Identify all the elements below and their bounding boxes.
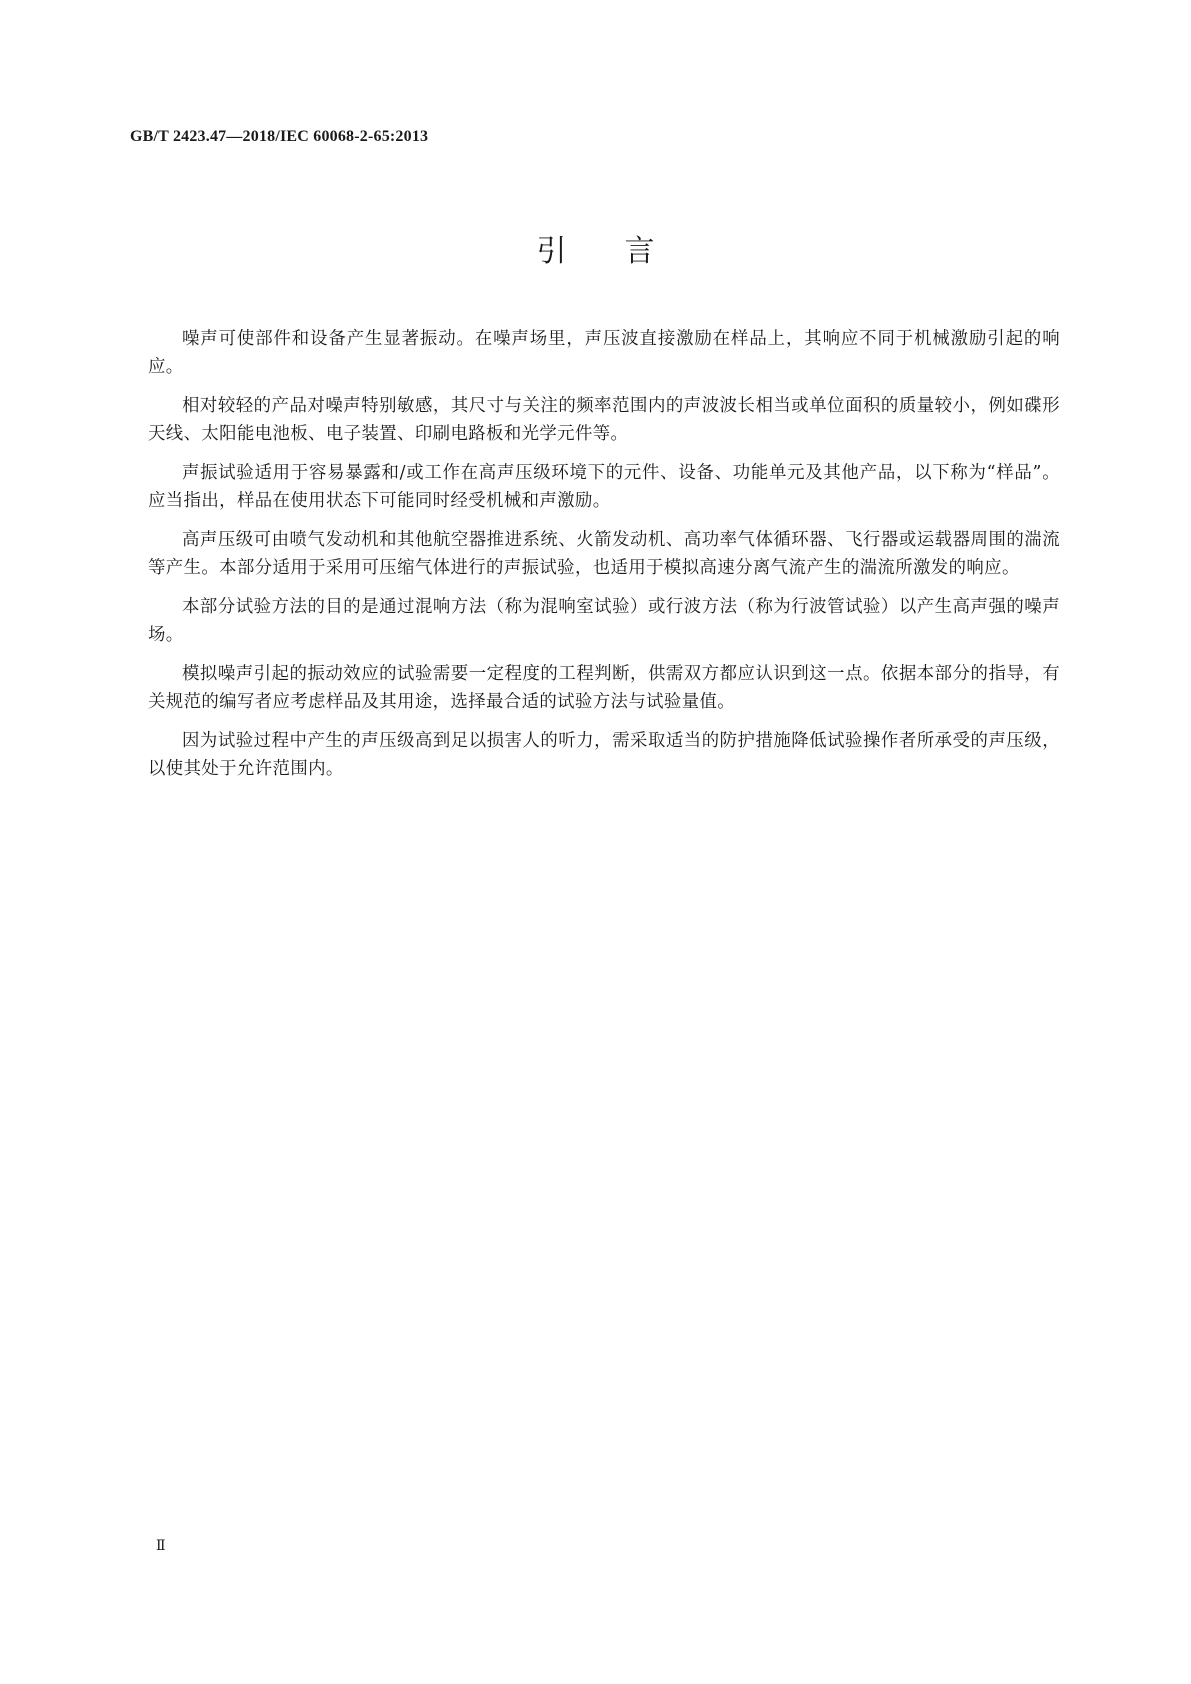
page-number: Ⅱ [156, 1539, 165, 1554]
paragraph-6: 模拟噪声引起的振动效应的试验需要一定程度的工程判断，供需双方都应认识到这一点。依据本部分的指导，有关规范的编写者应考虑样品及其用途，选择最合适的试验方法与试验量值。 [148, 664, 1060, 712]
paragraph-2: 相对较轻的产品对噪声特别敏感，其尺寸与关注的频率范围内的声波波长相当或单位面积的质量较小，例如碟形天线、太阳能电池板、电子装置、印刷电路板和光学元件等。 [148, 396, 1060, 444]
paragraph-4: 高声压级可由喷气发动机和其他航空器推进系统、火箭发动机、高功率气体循环器、飞行器或运载器周围的湍流等产生。本部分适用于采用可压缩气体进行的声振试验，也适用于模拟高速分离气流产生的湍流所激发的响应。 [148, 530, 1060, 578]
standard-number-header: GB/T 2423.47—2018/IEC 60068-2-65:2013 [130, 128, 429, 145]
paragraph-7: 因为试验过程中产生的声压级高到足以损害人的听力，需采取适当的防护措施降低试验操作者所承受的声压级，以使其处于允许范围内。 [148, 731, 1060, 779]
paragraph-3: 声振试验适用于容易暴露和/或工作在高声压级环境下的元件、设备、功能单元及其他产品，以下称为“样品”。应当指出，样品在使用状态下可能同时经受机械和声激励。 [148, 463, 1060, 511]
paragraph-5: 本部分试验方法的目的是通过混响方法（称为混响室试验）或行波方法（称为行波管试验）以产生高声强的噪声场。 [148, 597, 1060, 645]
page-title-char-1: 引 [536, 234, 567, 269]
page-title [0, 226, 1191, 270]
page-title-char-2: 言 [624, 234, 655, 269]
introduction-body [148, 325, 1060, 794]
paragraph-1: 噪声可使部件和设备产生显著振动。在噪声场里，声压波直接激励在样品上，其响应不同于机械激励引起的响应。 [148, 329, 1060, 377]
